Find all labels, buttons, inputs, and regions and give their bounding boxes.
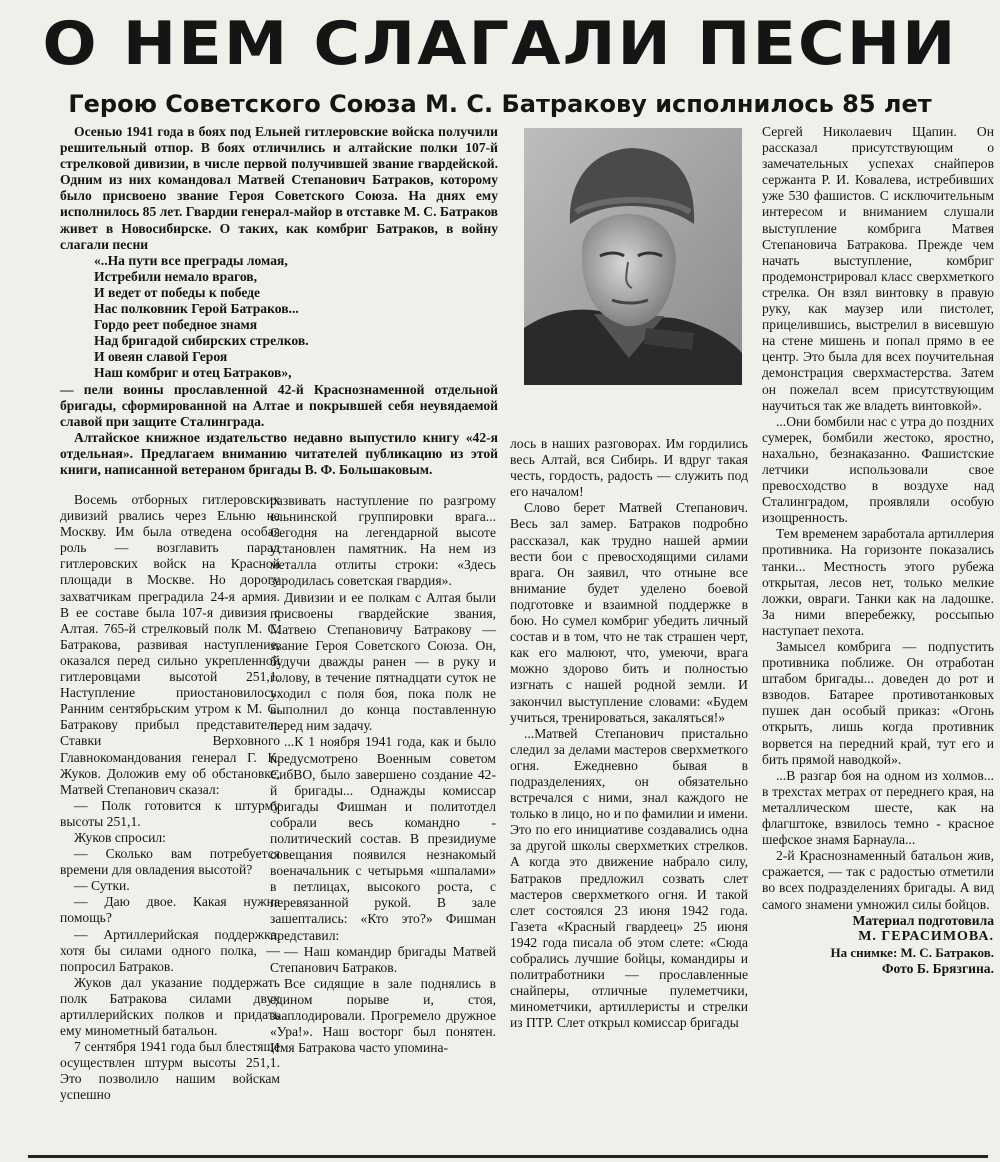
lead-after-verse: — пели воины прославленной 42-й Краснознаменной отдельной бригады, сформированной на Алтае и покрывшей себя неувядаемой славой при защите Сталинграда.: [60, 381, 498, 429]
paragraph: ...Они бомбили нас с утра до поздних сумерек, бомбили жестоко, яростно, нахально, безнаказанно. Фашистские летчики использовали свое превосходство в воздухе над Сталинградом, проявляли особую изощренность.: [762, 413, 994, 526]
paragraph: 7 сентября 1941 года был блестяще осуществлен штурм высоты 251,1. Это позволило нашим войскам успешно: [60, 1039, 280, 1103]
paragraph: Жуков спросил:: [74, 829, 166, 845]
paragraph: Дивизии и ее полкам с Алтая были присвоены гвардейские звания, Матвею Степановичу Батракову — звание Героя Советского Союза. Он, будучи дважды ранен — в руку и голову, в течение пятнадцати суток не уходил с поля боя, пока полк не выполнил до конца поставленную перед ним задачу.: [270, 589, 496, 734]
paragraph: — Сколько вам потребуется времени для овладения высотой?: [60, 846, 280, 878]
paragraph: лось в наших разговорах. Им гордились весь Алтай, вся Сибирь. И вдруг такая честь, гордость, радость — служить под его началом!: [510, 436, 748, 500]
photo-caption: На снимке: М. С. Батраков.: [830, 944, 994, 960]
verse-line: Над бригадой сибирских стрелков.: [94, 333, 309, 349]
verse-line: И ведет от победы к победе: [94, 284, 261, 300]
verse-line: И овеян славой Героя: [94, 349, 228, 365]
author-name: М. ГЕРАСИМОВА.: [858, 928, 994, 944]
bottom-rule: [28, 1155, 988, 1158]
verse-line: Гордо реет победное знамя: [94, 317, 258, 333]
paragraph: ...К 1 ноября 1941 года, как и было предусмотрено Военным советом СибВО, было завершено создание 42-й бригады... Однажды комиссар бригады Фишман и политотдел собрали весь командно - политический состав. В президиуме совещания появился незнакомый военачальник с четырьмя «шпалами» в петлицах, высокого роста, с перевязанной рукой. В зале зашептались: «Кто это?» Фишман представил:: [270, 734, 496, 943]
headline: О НЕМ СЛАГАЛИ ПЕСНИ: [42, 9, 958, 79]
article-column-2: [270, 493, 496, 1056]
paragraph: ...В разгар боя на одном из холмов... в трехстах метрах от переднего края, на металлическом шесте, как на флагштоке, взвилось темно - красное шефское знамя Барнаула...: [762, 767, 994, 848]
verse-line: Нас полковник Герой Батраков...: [94, 301, 299, 317]
paragraph: Слово берет Матвей Степанович. Весь зал замер. Батраков подробно рассказал, как трудно нашей армии вести бои с превосходящими силами врага. Он заявил, что отныне все внимание будет уделено боевой подготовке и взаимной поддержке в бою. Но сумел комбриг убедить личный состав и в том, что не так страшен черт, как его малюют, что, умеючи, врага можно здорово бить и полностью изгнать с нашей родной земли. И закончил выступление словами: «Будем учиться, тренироваться, закаляться!»: [510, 500, 748, 725]
verse-line: Наш комбриг и отец Батраков»,: [94, 365, 292, 381]
paragraph: Сергей Николаевич Щапин. Он рассказал присутствующим о замечательных успехах снайперов сержанта Р. И. Ковалева, истребивших уже 530 фашистов. С исключительным интересом и вниманием слушали выступление комбрига Матвея Степановича Батракова. Прежде чем начать выступление, комбриг продемонстрировал класс сверхметкого стрелка. Он взял винтовку в правую руку, как маузер или пистолет, прицелившись, выстрелил в висевшую на стене мишень и попал прямо в ее центр. Это была для всех поучительная демонстрация сверхмастерства. Затем он пожелал всем присутствующим научиться так же владеть винтовкой».: [762, 124, 994, 413]
paragraph: — Артиллерийская поддержка, хотя бы силами одного полка, — попросил Батраков.: [60, 926, 280, 974]
lead-announcement: Алтайское книжное издательство недавно выпустило книгу «42-я отдельная». Предлагаем вниманию читателей публикацию из этой книги, написанной ветераном бригады В. Ф. Большаковым.: [60, 429, 498, 477]
subheadline: Герою Советского Союза М. С. Батракову исполнилось 85 лет: [68, 90, 932, 118]
paragraph: Все сидящие в зале поднялись в едином порыве и, стоя, зааплодировали. Прогремело дружное «Ура!». Наш восторг был понятен. Имя Батракова часто упомина-: [270, 975, 496, 1056]
photo-credit: Фото Б. Брязгина.: [881, 960, 994, 976]
paragraph: Замысел комбрига — подпустить противника поближе. Он отработан штабом бригады... доведен до рот и взводов. Батарее противотанковых пушек дан особый приказ: «Огонь открыть, лишь когда противник ворвется на передний край, тут его и бить прямой наводкой».: [762, 639, 994, 767]
article-column-3: [510, 436, 748, 1031]
paragraph: 2-й Краснознаменный батальон жив, сражается, — так с радостью отметили во всех подразделениях бригады. А вид самого знамени умножил силы бойцов.: [762, 848, 994, 912]
portrait-photo: [524, 128, 742, 385]
article-column-4: [762, 124, 994, 977]
paragraph: Тем временем заработала артиллерия противника. На горизонте показались танки... Местность этого рубежа открытая, лесов нет, только мелкие ложки, овраги. Танки как на ладошке. За ними вперебежку, россыпью наступает пехота.: [762, 526, 994, 638]
paragraph: — Сутки.: [74, 878, 130, 894]
paragraph: — Даю двое. Какая нужна помощь?: [60, 894, 280, 926]
verse-line: Истребили немало врагов,: [94, 268, 258, 284]
verse-line: «..На пути все преграды ломая,: [94, 252, 288, 268]
lead-paragraph: [60, 124, 498, 478]
paragraph: ...Матвей Степанович пристально следил за делами мастеров сверхметкого огня. Ежедневно бывая в подразделениях, он обязательно встречался с ними, знал каждого не только в лицо, но и по фамилии и имени. Это по его инициативе создавались одна за другой школы сверхметких стрелков. А когда это движение набрало силу, Батраков предложил созвать слет мастеров сверхметкого огня. И такой слет состоялся 23 июня 1942 года. Газета «Красный гвардеец» 25 июня 1942 года писала об этом слете: «Сюда собрались лучшие бойцы, командиры и политработники — прославленные снайперы, отличные пулеметчики, минометчики, артиллеристы и стрелки из ПТР. Слет открыл комиссар бригады: [510, 725, 748, 1031]
paragraph: — Наш командир бригады Матвей Степанович Батраков.: [270, 943, 496, 975]
song-verse: [60, 253, 498, 382]
prepared-by-label: Материал подготовила: [852, 912, 994, 928]
paragraph: Жуков дал указание поддержать полк Батракова силами двух артиллерийских полков и придать ему минометный батальон.: [60, 974, 280, 1039]
paragraph: развивать наступление по разгрому ельнинской группировки врага... Сегодня на легендарной высоте установлен памятник. На нем из металла отлиты строки: «Здесь зародилась советская гвардия».: [270, 493, 496, 589]
article-column-1: [60, 492, 280, 1104]
lead-intro: Осенью 1941 года в боях под Ельней гитлеровские войска получили решительный отпор. В боях отличились и алтайские полки 107-й стрелковой дивизии, в числе первой получившей звание гвардейской. Одним из них командовал Матвей Степанович Батраков, которому было присвоено звание Героя Советского Союза. На днях ему исполнилось 85 лет. Гвардии генерал-майор в отставке М. С. Батраков живет в Новосибирске. О таких, как комбриг Батраков, в войну слагали песни: [60, 124, 498, 252]
paragraph: — Полк готовится к штурму высоты 251,1.: [60, 797, 280, 829]
paragraph: Восемь отборных гитлеровских дивизий рвались через Ельню на Москву. Им была отведена особая роль — возглавить парад гитлеровских войск на Красной площади в Москве. Но дорогу захватчикам преградила 24-я армия. В ее составе была 107-я дивизия с Алтая. 765-й стрелковый полк М. С. Батракова, развивая наступление, оказался перед сильно укрепленной гитлеровцами высотой 251,1. Наступление приостановилось. Ранним сентябрьским утром к М. С. Батракову прибыл представитель Ставки Верховного Главнокомандования генерал Г. К. Жуков. Доложив ему об обстановке, Матвей Степанович сказал:: [60, 492, 280, 797]
